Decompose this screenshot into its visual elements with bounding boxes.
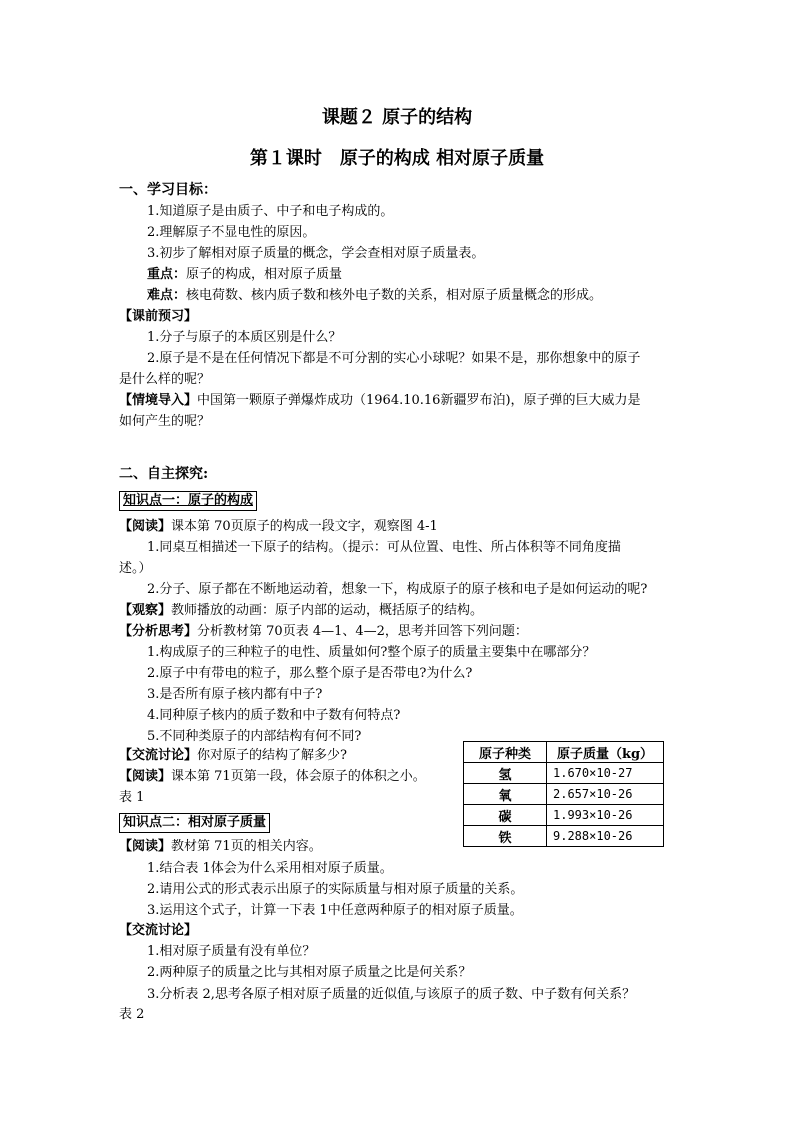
mass-cell: 2.657×10-26 (547, 784, 664, 805)
goal-item: 2.理解原子不显电性的原因。 (147, 225, 316, 240)
analyze-item: 5.不同种类原子的内部结构有何不同? (147, 729, 362, 744)
analyze-line (119, 621, 528, 642)
knowledge-point-1-label: 知识点一：原子的构成 (119, 491, 257, 511)
goal-item: 1.知道原子是由质子、中子和电子构成的。 (147, 204, 394, 219)
read-line (119, 836, 322, 857)
analyze-label: 【分析思考】 (119, 624, 198, 639)
discuss-label: 【交流讨论】 (119, 923, 198, 938)
discuss-text: 你对原子的结构了解多少? (197, 748, 347, 763)
table-header-row (464, 742, 664, 763)
read-item: 2.请用公式的形式表示出原子的实际质量与相对原子质量的关系。 (147, 882, 524, 897)
atomic-mass-table (463, 741, 664, 847)
table-row (464, 826, 664, 847)
table-header-cell: 原子质量（kg） (547, 742, 664, 763)
mass-cell: 1.993×10-26 (547, 805, 664, 826)
element-cell: 铁 (464, 826, 547, 847)
analyze-item: 3.是否所有原子核内都有中子? (147, 687, 323, 702)
analyze-item: 4.同种原子核内的质子数和中子数有何特点? (147, 708, 401, 723)
preview-item-continued: 是什么样的呢？ (119, 372, 211, 387)
preview-label: 【课前预习】 (119, 309, 198, 324)
read-item: 1.结合表 1体会为什么采用相对原子质量。 (147, 861, 393, 876)
read-label: 【阅读】 (119, 769, 172, 784)
read-label: 【阅读】 (119, 839, 172, 854)
table-2-caption: 表 2 (119, 1007, 145, 1022)
read-text: 教材第 71页的相关内容。 (171, 839, 322, 854)
read-item-continued: 述。） (119, 561, 152, 576)
knowledge-point-2 (119, 812, 270, 833)
discuss-label: 【交流讨论】 (119, 748, 198, 763)
preview-item: 1.分子与原子的本质区别是什么？ (147, 330, 342, 345)
discuss-item: 3.分析表 2,思考各原子相对原子质量的近似值,与该原子的质子数、中子数有何关系？ (147, 987, 636, 1002)
preview-item: 2.原子是不是在任何情况下都是不可分割的实心小球呢？如果不是，那你想象中的原子 (147, 351, 641, 366)
key-point-label: 重点： (147, 267, 187, 282)
element-cell: 氢 (464, 763, 547, 784)
knowledge-point-2-label: 知识点二：相对原子质量 (119, 813, 270, 833)
read-label: 【阅读】 (119, 519, 172, 534)
intro-text: 中国第一颗原子弹爆炸成功（1964.10.16新疆罗布泊)，原子弹的巨大威力是 (197, 393, 641, 408)
element-cell: 氧 (464, 784, 547, 805)
read-line (119, 766, 426, 787)
mass-cell: 1.670×10-27 (547, 763, 664, 784)
observe-text: 教师播放的动画：原子内部的运动，概括原子的结构。 (171, 603, 484, 618)
read-text: 课本第 71页第一段，体会原子的体积之小。 (171, 769, 426, 784)
key-point-text: 原子的构成，相对原子质量 (186, 267, 343, 282)
read-line (119, 516, 438, 537)
goal-item: 3.初步了解相对原子质量的概念，学会查相对原子质量表。 (147, 246, 485, 261)
knowledge-point-1 (119, 490, 257, 511)
read-item: 2.分子、原子都在不断地运动着，想象一下，构成原子的原子核和电子是如何运动的呢? (147, 582, 648, 597)
read-item: 1.同桌互相描述一下原子的结构。（提示：可从位置、电性、所占体积等不同角度描 (147, 540, 621, 555)
table-header-cell: 原子种类 (464, 742, 547, 763)
table-row (464, 763, 664, 784)
table-row (464, 805, 664, 826)
lesson-title: 课题２ 原子的结构 (321, 107, 473, 128)
section-heading-learning-goals: 一、学习目标： (119, 182, 217, 198)
difficulty-line (147, 285, 602, 306)
table-1-caption: 表 1 (119, 790, 145, 805)
difficulty-text: 核电荷数、核内质子数和核外电子数的关系，相对原子质量概念的形成。 (186, 288, 603, 303)
element-cell: 碳 (464, 805, 547, 826)
observe-label: 【观察】 (119, 603, 172, 618)
discuss-item: 2.两种原子的质量之比与其相对原子质量之比是何关系？ (147, 965, 472, 980)
difficulty-label: 难点： (147, 288, 187, 303)
read-text: 课本第 70页原子的构成一段文字，观察图 4-1 (171, 519, 438, 534)
discuss-line (119, 745, 347, 766)
analyze-item: 2.原子中有带电的粒子，那么整个原子是否带电?为什么? (147, 666, 473, 681)
read-item: 3.运用这个式子，计算一下表 1中任意两种原子的相对原子质量。 (147, 903, 523, 918)
section-heading-self-exploration: 二、自主探究: (119, 466, 209, 482)
lesson-subtitle: 第１课时 原子的构成 相对原子质量 (249, 148, 545, 169)
observe-line (119, 600, 483, 621)
intro-line-continued: 如何产生的呢？ (119, 414, 211, 429)
table-row (464, 784, 664, 805)
key-point-line (147, 264, 342, 285)
intro-label: 【情境导入】 (119, 393, 198, 408)
mass-cell: 9.288×10-26 (547, 826, 664, 847)
analyze-text: 分析教材第 70页表 4—1、4—2，思考并回答下列问题： (197, 624, 528, 639)
discuss-item: 1.相对原子质量有没有单位？ (147, 944, 316, 959)
intro-line (119, 390, 641, 411)
analyze-item: 1.构成原子的三种粒子的电性、质量如何?整个原子的质量主要集中在哪部分？ (147, 645, 596, 660)
